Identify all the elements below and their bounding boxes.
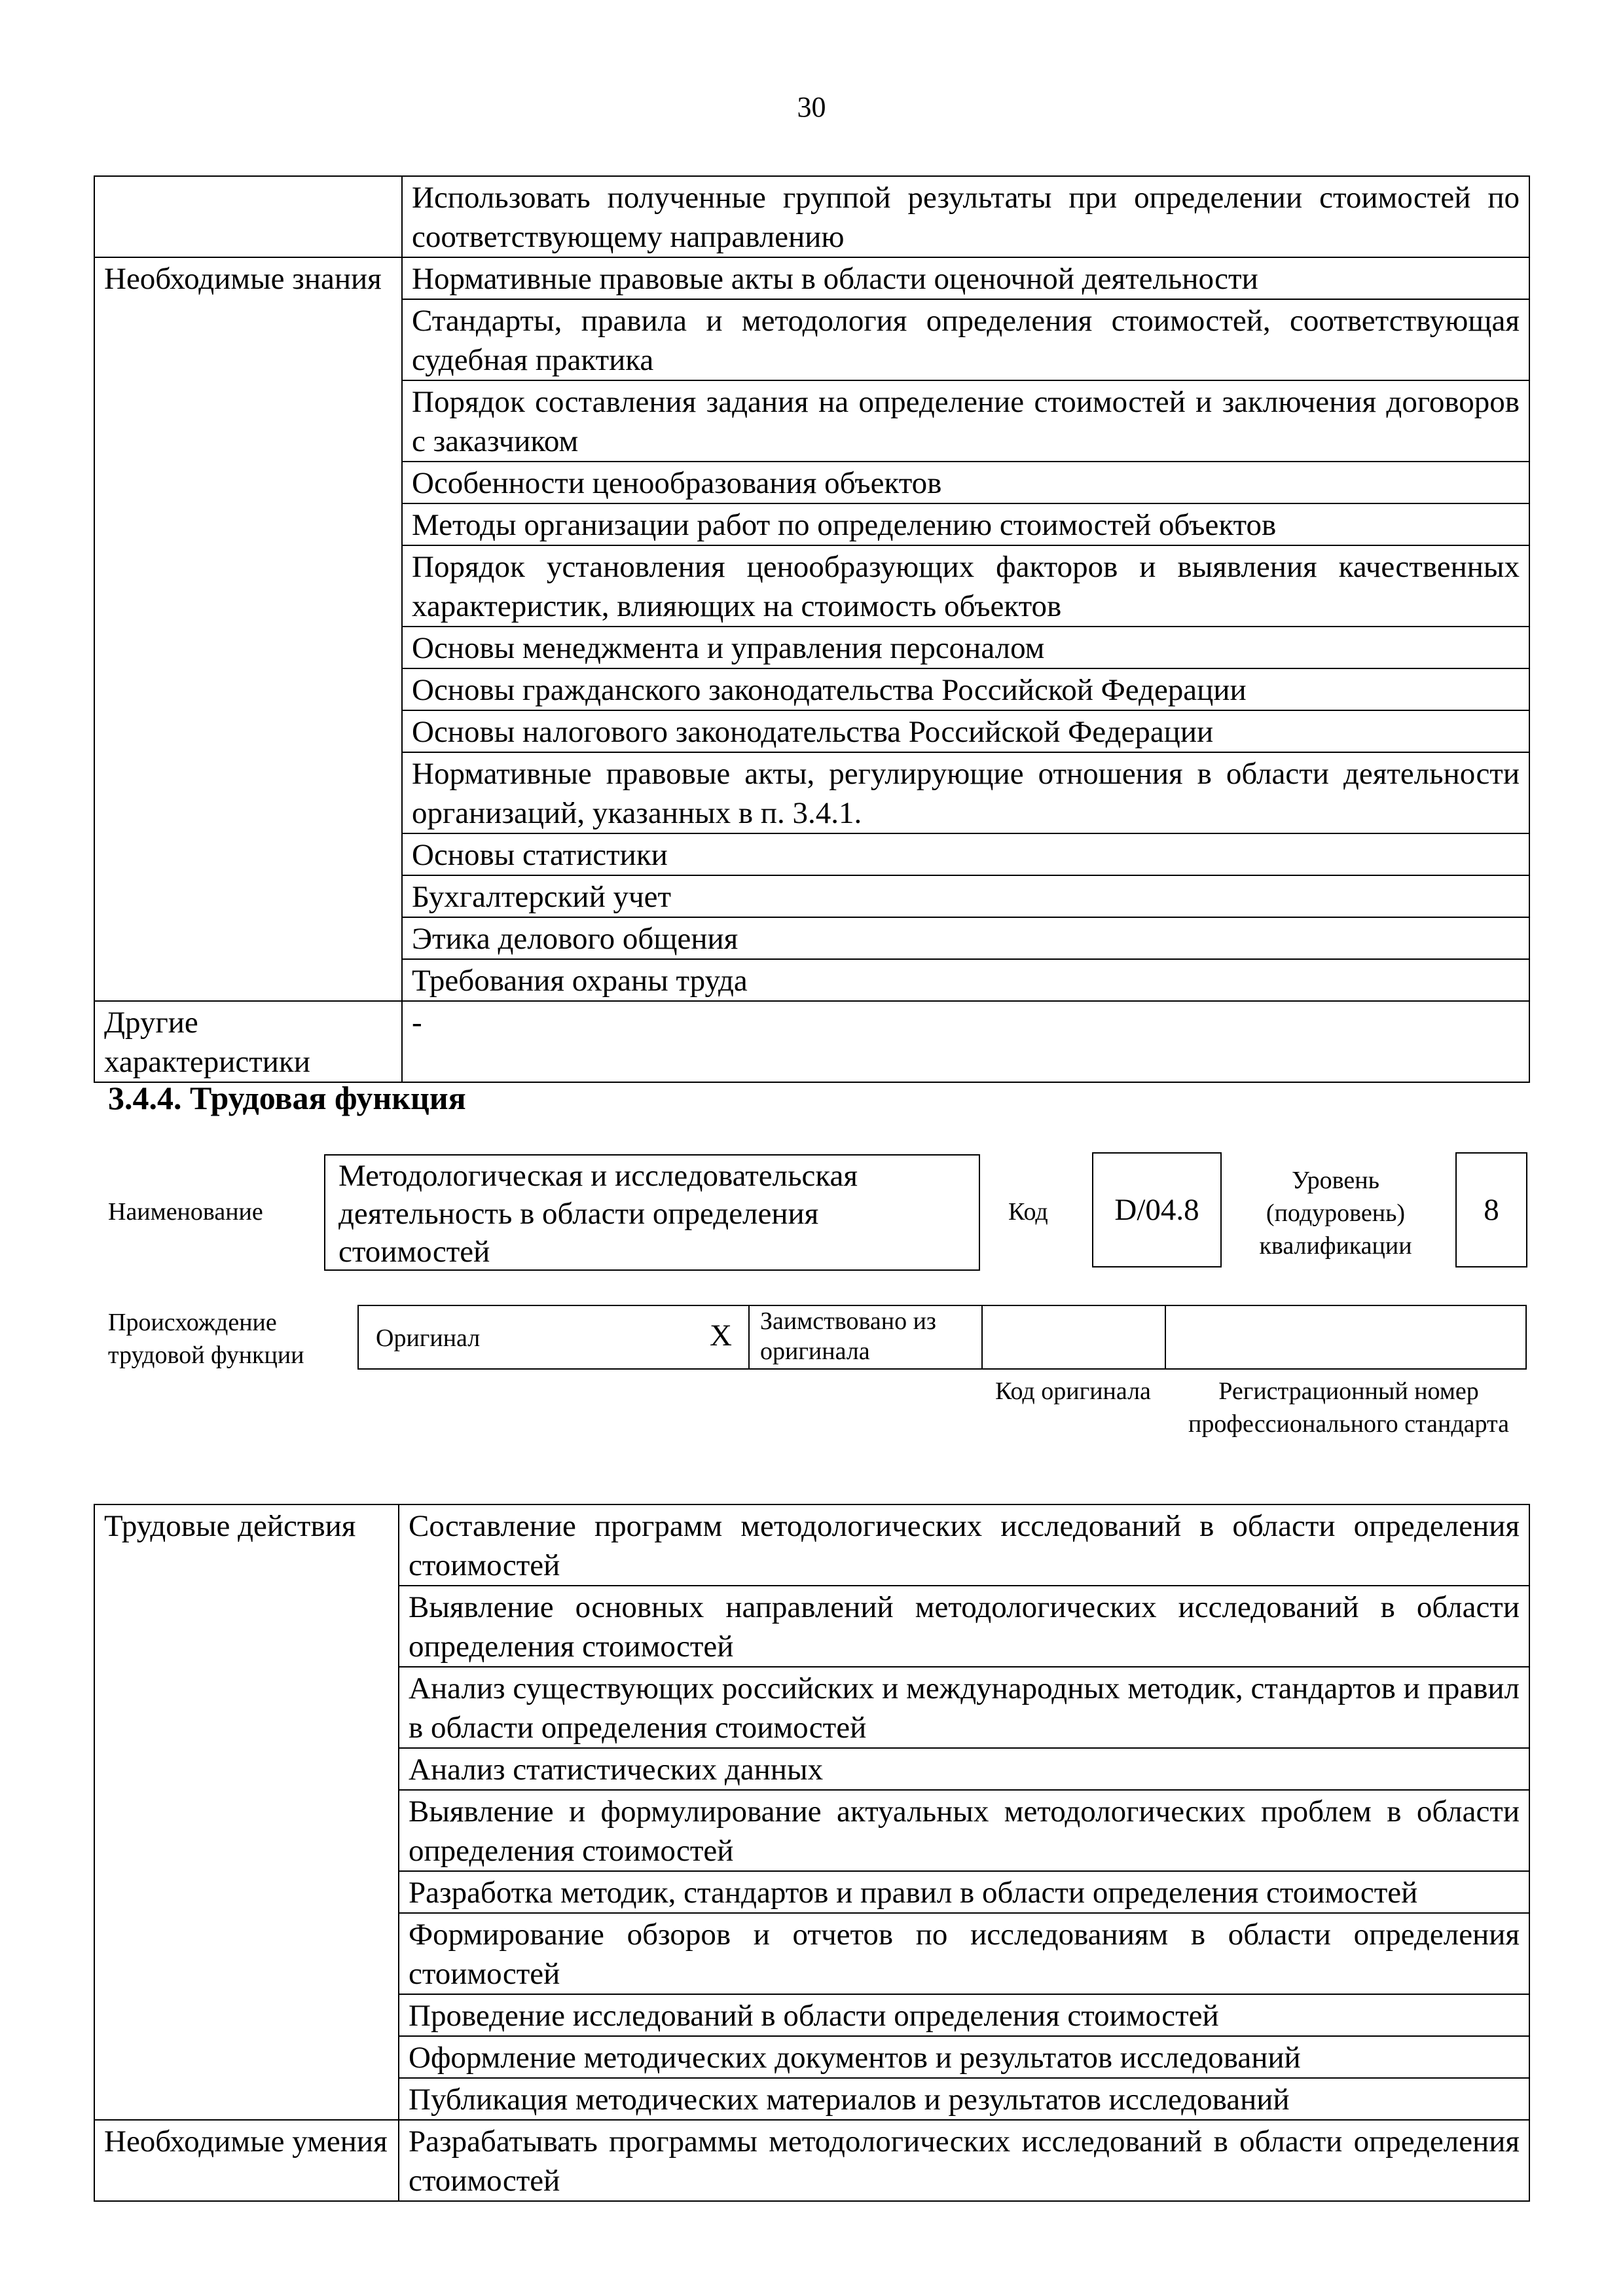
- row-label: Другие характеристики: [94, 1001, 402, 1082]
- level-label: Уровень (подуровень) квалификации: [1259, 1167, 1412, 1260]
- table-row: [94, 1001, 1529, 1082]
- row-content: Публикация методических материалов и результатов исследований: [399, 2078, 1529, 2120]
- table-row: [94, 2120, 1529, 2201]
- row-content: Выявление и формулирование актуальных методологических проблем в области определения стоимостей: [399, 1790, 1529, 1871]
- row-content: Анализ существующих российских и международных методик, стандартов и правил в области определения стоимостей: [399, 1667, 1529, 1748]
- borrowed-cell: [750, 1306, 983, 1368]
- original-cell: [359, 1306, 750, 1368]
- row-content: Разрабатывать программы методологических исследований в области определения стоимостей: [399, 2120, 1529, 2201]
- page-number: 30: [797, 91, 826, 123]
- row-label: Необходимые умения: [94, 2120, 399, 2201]
- knowledge-table: [94, 175, 1530, 1083]
- borrowed-label: Заимствовано из оригинала: [760, 1307, 936, 1365]
- row-label: [94, 176, 402, 257]
- row-content: Порядок установления ценообразующих факторов и выявления качественных характеристик, влияющих на стоимость объектов: [402, 545, 1529, 627]
- row-label: Трудовые действия: [94, 1504, 399, 2120]
- row-content: Составление программ методологических исследований в области определения стоимостей: [399, 1504, 1529, 1586]
- row-content: Основы статистики: [402, 833, 1529, 875]
- code-label: Код: [1008, 1198, 1048, 1226]
- row-content: Бухгалтерский учет: [402, 875, 1529, 917]
- table-row: [94, 176, 1529, 257]
- name-label: Наименование: [108, 1198, 263, 1226]
- level-value: 8: [1455, 1152, 1527, 1267]
- row-content: Использовать полученные группой результаты при определении стоимостей по соответствующему направлению: [402, 176, 1529, 257]
- origin-label: Происхождение трудовой функции: [108, 1309, 304, 1369]
- code-value: D/04.8: [1092, 1152, 1222, 1267]
- row-content: Порядок составления задания на определение стоимостей и заключения договоров с заказчиком: [402, 380, 1529, 462]
- table-row: [94, 257, 1529, 299]
- row-content: Формирование обзоров и отчетов по исследованиям в области определения стоимостей: [399, 1913, 1529, 1994]
- original-mark: X: [710, 1319, 732, 1353]
- reg-number-cell: [1166, 1306, 1526, 1368]
- row-content: -: [402, 1001, 1529, 1082]
- row-content: Особенности ценообразования объектов: [402, 462, 1529, 503]
- row-content: Выявление основных направлений методологических исследований в области определения стоимостей: [399, 1586, 1529, 1667]
- row-content: Оформление методических документов и результатов исследований: [399, 2036, 1529, 2078]
- row-content: Требования охраны труда: [402, 959, 1529, 1001]
- row-content: Основы менеджмента и управления персоналом: [402, 627, 1529, 668]
- original-label: Оригинал: [376, 1324, 481, 1352]
- code-caption: Код оригинала: [995, 1377, 1151, 1405]
- row-content: Стандарты, правила и методология определения стоимостей, соответствующая судебная практика: [402, 299, 1529, 380]
- reg-caption: Регистрационный номер профессионального стандарта: [1188, 1377, 1509, 1438]
- row-content: Проведение исследований в области определения стоимостей: [399, 1994, 1529, 2036]
- original-code-cell: [983, 1306, 1166, 1368]
- row-content: Основы гражданского законодательства Российской Федерации: [402, 668, 1529, 710]
- row-content: Разработка методик, стандартов и правил в области определения стоимостей: [399, 1871, 1529, 1913]
- origin-row: [357, 1305, 1527, 1370]
- row-content: Основы налогового законодательства Российской Федерации: [402, 710, 1529, 752]
- name-value: Методологическая и исследовательская деятельность в области определения стоимостей: [324, 1154, 980, 1271]
- row-content: Нормативные правовые акты, регулирующие отношения в области деятельности организаций, указанных в п. 3.4.1.: [402, 752, 1529, 833]
- table-row: [94, 1504, 1529, 1586]
- row-content: Анализ статистических данных: [399, 1748, 1529, 1790]
- row-content: Методы организации работ по определению стоимостей объектов: [402, 503, 1529, 545]
- row-content: Нормативные правовые акты в области оценочной деятельности: [402, 257, 1529, 299]
- labor-actions-table: [94, 1504, 1530, 2202]
- row-label: Необходимые знания: [94, 257, 402, 1001]
- row-content: Этика делового общения: [402, 917, 1529, 959]
- section-title: 3.4.4. Трудовая функция: [108, 1080, 466, 1116]
